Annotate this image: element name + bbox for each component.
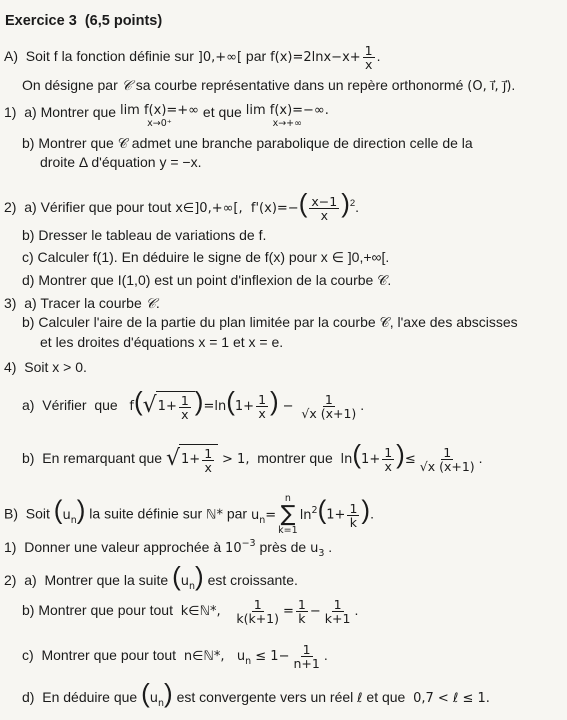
q1-b-line1: b) Montrer que 𝒞 admet une branche parabolique de direction celle de la (22, 135, 473, 151)
part-a-curve: On désigne par 𝒞 sa courbe représentative dans un repère orthonormé (O, i⃗, j⃗). (22, 77, 516, 94)
b-q2-a: 2) a) Montrer que la suite $(u_n)$ est croissante. (4, 561, 298, 592)
q2-d: d) Montrer que I(1,0) est un point d'inflexion de la courbe 𝒞. (22, 272, 392, 288)
q2-c: c) Calculer f(1). En déduire le signe de f(x) pour x ∈ ]0,+∞[. (22, 249, 390, 265)
q2-a: 2) a) Vérifier que pour tout x∈]0,+∞[, f'(x)=−( $\frac{x-1}{x}$ )$^2$. (4, 188, 360, 223)
q4-intro: 4) Soit x > 0. (4, 359, 87, 375)
q2-b: b) Dresser le tableau de variations de f. (22, 227, 267, 243)
q1-b-line2: droite Δ d'équation y = −x. (40, 154, 202, 170)
b-q2-c: c) Montrer que pour tout n∈ℕ*, $u_n \le 1-$ $\frac{1}{n+1}$ . (22, 642, 328, 671)
exercise-title: Exercice 3 (5, 13, 77, 29)
part-b-label: B) (4, 505, 18, 522)
q3-b-line2: et les droites d'équations x = 1 et x = e. (40, 334, 284, 350)
b-q2-d: d) En déduire que $(u_n)$ est convergente vers un réel ℓ et que 0,7 < ℓ ≤ 1. (22, 678, 490, 709)
b-q1: 1) Donner une valeur approchée à $10^{-3}$ près de $u_3$ . (4, 538, 333, 559)
q3-a: 3) a) Tracer la courbe 𝒞. (4, 295, 160, 312)
exercise-heading (5, 12, 162, 30)
part-a-intro: A) Soit f la fonction définie sur ]0,+∞[ par f(x)=2lnx−x+ $\frac{1}{x}$ . (4, 43, 381, 72)
q1-a: 1) a) Montrer que lim f(x)=+∞ x→0⁺ et que lim f(x)=−∞. x→+∞ (4, 103, 329, 129)
q4-a: a) Vérifier que f( √ 1+ $\frac{1}{x}$ )=ln(1+ $\frac{1}{x}$ ) − $\frac{1}{√x (x+1)}$ . (22, 386, 365, 422)
q3-b-line1: b) Calculer l'aire de la partie du plan limitée par la courbe 𝒞, l'axe des abscisses (22, 314, 518, 330)
part-b-intro: B) Soit $(u_n)$ la suite définie sur ℕ* par $u_n=$ n ∑ k=1 $\ln^2(1+$ $\frac{1}{k}$ ). (4, 493, 374, 536)
q4-b: b) En remarquant que √ 1+ $\frac{1}{x}$ > 1, montrer que ln(1+ $\frac{1}{x}$ )≤ $\frac{1}{√x (x+1)}$ . (22, 439, 483, 475)
part-a-label: A) (4, 48, 18, 65)
exercise-points: (6,5 points) (84, 13, 163, 29)
b-q2-b: b) Montrer que pour tout k∈ℕ*, $\frac{1}{k(k+1)}$ = $\frac{1}{k}$ − $\frac{1}{k+1}$ . (22, 597, 359, 626)
